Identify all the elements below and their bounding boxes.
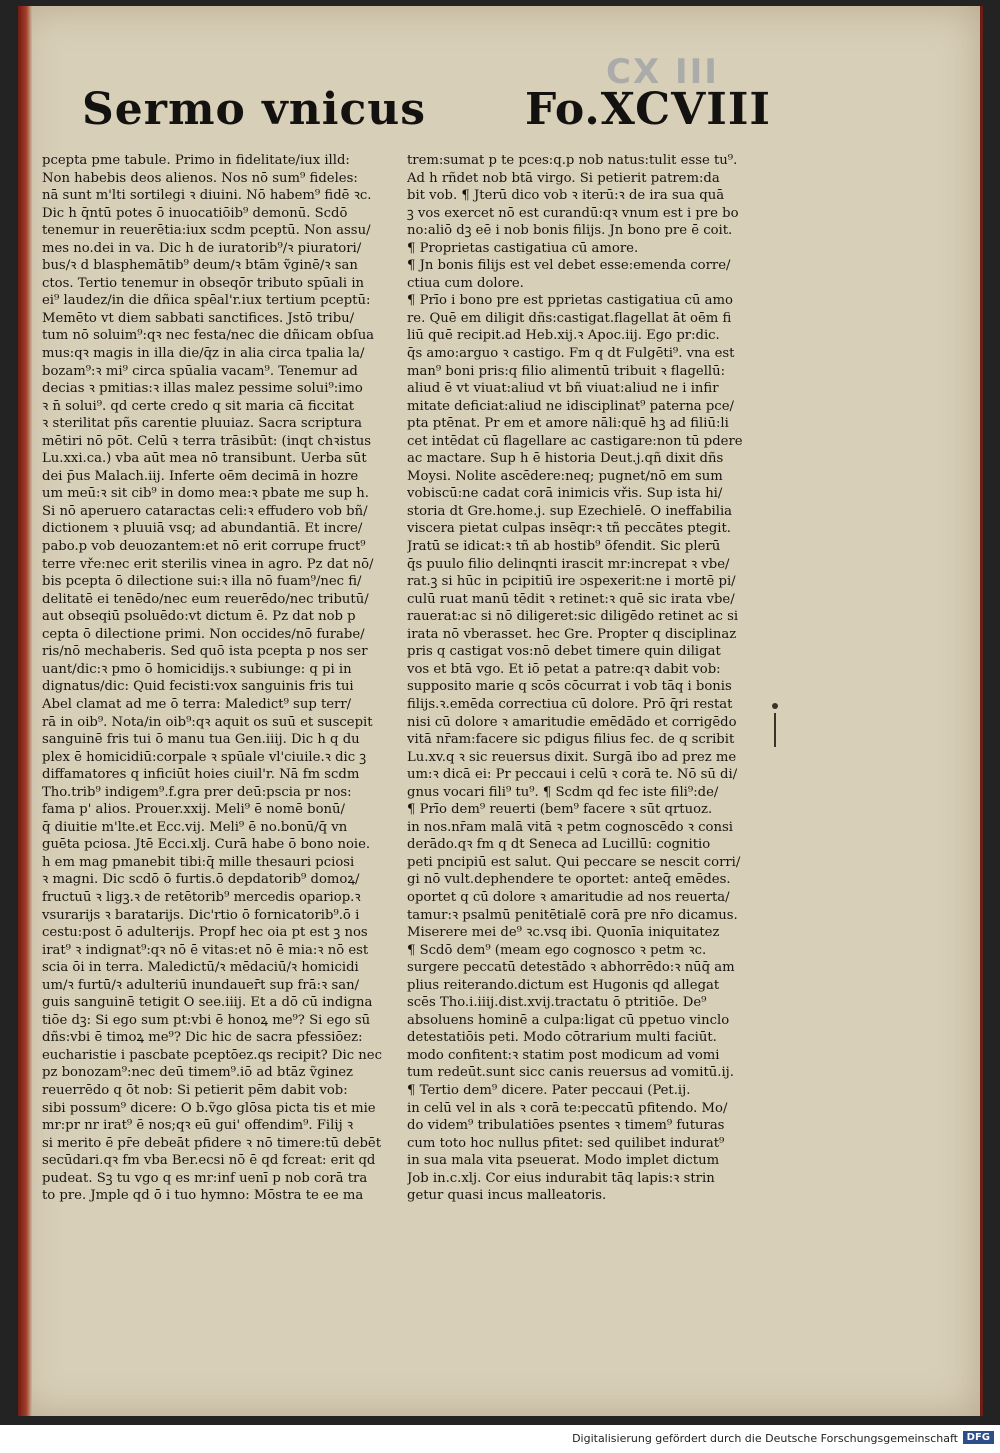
text-line: aliud ē vt viuat:aliud vt bñ viuat:aliud ne i infir [407, 381, 719, 397]
text-line: mitate deficiat:aliud ne idisciplinat⁹ paterna pce/ [407, 398, 734, 414]
text-line: ꝛ n̄ solui⁹. qd certe credo q sit maria cā ficcitat [42, 398, 355, 414]
text-line: detestatiōis peti. Modo cōtrarium multi faciūt. [407, 1030, 717, 1046]
text-line: Non habebis deos alienos. Nos nō sum⁹ fideles: [42, 170, 358, 186]
text-line: supposito marie q scōs cōcurrat i vob tāq i bonis [407, 679, 732, 695]
text-line: q̄ diuitie m'lte.et Ecc.vij. Meli⁹ ē no.bonū/q̄ vn [42, 819, 348, 835]
text-line: mētiri nō pōt. Celū ꝛ terra trāsibūt: (inqt chꝛistus [42, 433, 372, 449]
text-line: pz bonozam⁹:nec deū timem⁹.iō ad btāz ṽginez [42, 1065, 354, 1081]
text-line: irata nō vberasset. hec Gre. Propter q disciplinaz [407, 626, 737, 642]
text-line: bozam⁹:ꝛ mi⁹ circa spūalia vacam⁹. Tenemur ad [42, 363, 358, 379]
text-line: scia ōi in terra. Maledictū/ꝛ mēdaciū/ꝛ homicidi [42, 960, 359, 976]
text-line: nā sunt m'lti sortilegi ꝛ diuini. Nō habem⁹ fidē ꝛc. [42, 188, 372, 204]
text-line: q̄s amo:arguo ꝛ castigo. Fm q dt Fulgēti⁹. vna est [407, 346, 735, 362]
text-line: diffamatores q inficiūt hoies ciuil'r. Nā fm scdm [42, 767, 360, 783]
text-line: Tho.trib⁹ indigem⁹.f.gra prer deū:pscia pr nos: [42, 784, 352, 800]
text-line: ¶ Prīo i bono pre est pprietas castigatiua cū amo [407, 293, 733, 309]
text-line: pudeat. Sꝫ tu vgo q es mr:inf uenī p nob corā tra [42, 1170, 368, 1186]
text-column-right [407, 152, 785, 1205]
text-line: rat.ꝫ si hūc in pcipitiū ire ɔspexerit:ne i mortē pi/ [407, 574, 736, 590]
text-line: q̄s puulo filio delinqnti irascit mr:increpat ꝛ vbe/ [407, 556, 730, 572]
text-line: ei⁹ laudez/in die dñica spēal'r.iux tertium pceptū: [42, 293, 371, 309]
text-line: no:aliō dꝫ eē i nob bonis filijs. Jn bono pre ē coit. [407, 223, 733, 239]
text-line: pcepta pme tabule. Primo in fidelitate/iux illd: [42, 153, 350, 168]
text-line: cet intēdat cū flagellare ac castigare:non tū pdere [407, 433, 743, 449]
funding-credit: Digitalisierung gefördert durch die Deutsche Forschungsgemeinschaft [572, 1432, 958, 1445]
text-line: do videm⁹ tribulatiōes psentes ꝛ timem⁹ futuras [407, 1118, 725, 1134]
text-line: getur quasi incus malleatoris. [407, 1188, 607, 1204]
text-line: oportet q cū dolore ꝛ amaritudie ad nos reuerta/ [407, 889, 730, 905]
text-line: Jratū se idicat:ꝛ tñ ab hostib⁹ ōfendit. Sic plerū [407, 539, 721, 555]
text-line: eucharistie i pascbate pceptōez.qs recipit? Dic nec [42, 1047, 382, 1063]
text-line: modo confitent:ꝛ statim post modicum ad vomi [407, 1047, 720, 1063]
text-line: ¶ Prīo dem⁹ reuerti (bem⁹ facere ꝛ sūt qrtuoz. [407, 802, 713, 818]
text-line: re. Quē em diligit dñs:castigat.flagellat āt oēm fi [407, 310, 732, 326]
text-line: Si nō aperuero cataractas celi:ꝛ effudero vob bñ/ [42, 503, 368, 519]
text-line: reuerrēdo q ōt nob: Si petierit pēm dabit vob: [42, 1082, 348, 1098]
text-line: man⁹ boni pris:q filio alimentū tribuit ꝛ flagellū: [407, 363, 726, 379]
text-line: Dic h q̄ntū potes ō inuocatiōib⁹ demonū. Scdō [42, 205, 348, 221]
text-line: ¶ Jn bonis filijs est vel debet esse:emenda corre/ [407, 258, 731, 274]
text-line: dignatus/dic: Quid fecisti:vox sanguinis fris tui [42, 679, 354, 695]
text-line: plex ē homicidiū:corpale ꝛ spūale vl'ciuile.ꝛ dic ꝫ [42, 749, 367, 765]
text-line: pta ptēnat. Pr em et amore nāli:quē hꝫ ad filiū:li [407, 416, 729, 432]
text-line: dictionem ꝛ pluuiā vsq; ad abundantiā. Et incre/ [42, 521, 363, 537]
marginal-mark [771, 703, 779, 749]
text-line: delitatē ei tenēdo/nec eum reuerēdo/nec tributū/ [42, 591, 369, 607]
digitization-footer [0, 1425, 1000, 1453]
text-column-left [42, 152, 418, 1205]
text-line: Ad h rñdet nob btā virgo. Si petierit patrem:da [407, 170, 720, 186]
text-line: tum nō soluim⁹:qꝛ nec festa/nec die dñicam obſua [42, 328, 375, 344]
text-line: bit vob. ¶ Jterū dico vob ꝛ iterū:ꝛ de ira sua quā [407, 188, 725, 204]
text-line: in nos.nr̄am malā vitā ꝛ petm cognoscēdo ꝛ consi [407, 819, 733, 835]
text-line: decias ꝛ pmitias:ꝛ illas malez pessime solui⁹:imo [42, 381, 363, 397]
text-line: sibi possum⁹ dicere: O b.ṽgo glōsa picta tis et mie [42, 1100, 376, 1116]
text-line: vitā nr̄am:facere sic pdigus filius fec. de q scribit [407, 732, 735, 748]
text-line: derādo.qꝛ fm q dt Seneca ad Lucillū: cognitio [407, 837, 711, 853]
text-line: guis sanguinē tetigit O see.iiij. Et a dō cū indigna [42, 995, 373, 1011]
text-line: Lu.xv.q ꝛ sic reuersus dixit. Surgā ibo ad prez me [407, 749, 737, 765]
text-line: si merito ē pr̄e debeāt pfidere ꝛ nō timere:tū debēt [42, 1135, 382, 1151]
text-line: dñs:vbi ē timoꝝ me⁹? Dic hic de sacra pfessiōez: [42, 1030, 363, 1046]
text-line: absoluens hominē a culpa:ligat cū ppetuo vinclo [407, 1012, 730, 1028]
text-line: mes no.dei in va. Dic h de iuratorib⁹/ꝛ piuratori/ [42, 240, 362, 256]
text-line: surgere peccatū detestādo ꝛ abhorrēdo:ꝛ nūq̄ am [407, 960, 735, 976]
text-line: rauerat:ac si nō diligeret:sic diligēdo retinet ac si [407, 609, 739, 625]
page-spine-edge [18, 6, 32, 1416]
text-line: Job in.c.xlj. Cor eius indurabit tāq lapis:ꝛ strin [407, 1170, 715, 1186]
text-line: Miserere mei de⁹ ꝛc.vsq ibi. Quonīa iniquitatez [407, 925, 720, 941]
text-line: pabo.p vob deuozantem:et nō erit corrupe fruct⁹ [42, 539, 366, 555]
text-line: viscera pietat culpas insēqr:ꝛ tñ peccātes ptegit. [407, 521, 732, 537]
text-line: culū ruat manū tēdit ꝛ retinet:ꝛ quē sic irata vbe/ [407, 591, 735, 607]
text-line: gnus vocari fili⁹ tu⁹. ¶ Scdm qd fec iste fili⁹:de/ [407, 784, 719, 800]
text-line: plius reiterando.dictum est Hugonis qd allegat [407, 977, 720, 993]
text-line: ꝛ sterilitat pñs carentie pluuiaz. Sacra scriptura [42, 416, 362, 432]
text-line: um:ꝛ dicā ei: Pr peccaui i celū ꝛ corā te. Nō sū di/ [407, 767, 738, 783]
text-line: tum redeūt.sunt sicc canis reuersus ad vomitū.ij. [407, 1065, 734, 1081]
text-line: um meū:ꝛ sit cib⁹ in domo mea:ꝛ pbate me sup h. [42, 486, 369, 502]
text-line: Lu.xxi.ca.) vba aūt mea nō transibunt. Uerba sūt [42, 451, 367, 467]
text-line: peti pncipiū est salut. Qui peccare se nescit corri/ [407, 854, 741, 870]
text-line: trem:sumat p te pces:q.p nob natus:tulit esse tu⁹. [407, 153, 738, 168]
text-line: cestu:post ō adulterijs. Propf hec oia pt est ꝫ nos [42, 925, 368, 941]
text-line: ac mactare. Sup h ē historia Deut.j.qñ dixit dñs [407, 451, 724, 467]
text-line: vsurarijs ꝛ baratarijs. Dic'rtio ō fornicatorib⁹.ō i [42, 907, 360, 923]
text-line: ris/nō mechaberis. Sed quō ista pcepta p nos ser [42, 644, 368, 660]
text-line: sanguinē fris tui ō manu tua Gen.iiij. Dic h q du [42, 732, 360, 748]
text-line: in sua mala vita pseuerat. Modo implet dictum [407, 1153, 720, 1169]
text-line: in celū vel in als ꝛ corā te:peccatū pfitendo. Mo/ [407, 1100, 728, 1116]
text-line: pris q castigat vos:nō debet timere quin diligat [407, 644, 721, 660]
text-line: fructuū ꝛ ligꝫ.ꝛ de retētorib⁹ mercedis opariop.ꝛ [42, 889, 361, 905]
marginal-bar [774, 713, 776, 747]
marginal-dot [772, 703, 778, 709]
text-line: h em mag pmanebit tibi:q̄ mille thesauri pciosi [42, 854, 355, 870]
text-line: filijs.ꝛ.emēda correctiua cū dolore. Prō q̄ri restat [407, 696, 733, 712]
text-line: ¶ Proprietas castigatiua cū amore. [407, 240, 639, 256]
text-line: ¶ Tertio dem⁹ dicere. Pater peccaui (Pet.ij. [407, 1082, 691, 1098]
text-line: fama p' alios. Prouer.xxij. Meli⁹ ē nomē bonū/ [42, 802, 345, 818]
text-line: mus:qꝛ magis in illa die/q̄z in alia circa tpalia la/ [42, 346, 365, 362]
text-line: dei p̄us Malach.iij. Inferte oēm decimā in hozre [42, 468, 359, 484]
text-line: mr:pr nr irat⁹ ē nos;qꝛ eū gui' offendim⁹. Filij ꝛ [42, 1118, 354, 1134]
text-line: liū quē recipit.ad Heb.xij.ꝛ Apoc.iij. Ego pr:dic. [407, 328, 720, 344]
text-line: vos et btā vgo. Et iō petat a patre:qꝛ dabit vob: [407, 661, 721, 677]
dfg-logo: DFG [963, 1431, 994, 1444]
text-line: rā in oib⁹. Nota/in oib⁹:qꝛ aquit os suū et suscepit [42, 714, 373, 730]
library-shelf-mark: CX III [606, 52, 719, 92]
text-line: bus/ꝛ d blasphemātib⁹ deum/ꝛ btām ṽginē/ꝛ san [42, 258, 358, 274]
text-line: uant/dic:ꝛ pmo ō homicidijs.ꝛ subiunge: q pi in [42, 661, 352, 677]
text-line: ¶ Scdō dem⁹ (meam ego cognosco ꝛ petm ꝛc. [407, 942, 707, 958]
text-line: ꝛ magni. Dic scdō ō furtis.ō depdatorib⁹ domoꝝ/ [42, 872, 360, 888]
text-line: tamur:ꝛ psalmū penitētialē corā pre nr̄o dicamus. [407, 907, 738, 923]
text-line: ctiua cum dolore. [407, 275, 524, 291]
text-line: bis pcepta ō dilectione sui:ꝛ illa nō fuam⁹/nec fi/ [42, 574, 362, 590]
text-line: tenemur in reuerētia:iux scdm pceptū. Non assu/ [42, 223, 371, 239]
text-line: irat⁹ ꝛ indignat⁹:qꝛ nō ē vitas:et nō ē mia:ꝛ nō est [42, 942, 369, 958]
text-line: cepta ō dilectione primi. Non occides/nō furabe/ [42, 626, 365, 642]
text-line: terre vře:nec erit sterilis vinea in agro. Pz dat nō/ [42, 556, 374, 572]
folio-number: Fo.XCVIII [525, 84, 771, 135]
text-line: storia dt Gre.home.j. sup Ezechielē. O ineffabilia [407, 503, 733, 519]
text-line: ctos. Tertio tenemur in obseqōr tributo spūali in [42, 275, 365, 291]
text-line: aut obseqiū psoluēdo:vt dictum ē. Pz dat nob p [42, 609, 356, 625]
text-line: Moysi. Nolite ascēdere:neq; pugnet/nō em sum [407, 468, 723, 484]
text-line: nisi cū dolore ꝛ amaritudie emēdādo et corrigēdo [407, 714, 737, 730]
text-line: tiōe dꝫ: Si ego sum pt:vbi ē honoꝝ me⁹? Si ego sū [42, 1012, 371, 1028]
text-line: secūdari.qꝛ fm vba Ber.ecsi nō ē qd fcreat: erit qd [42, 1153, 376, 1169]
text-line: Memēto vt diem sabbati sanctifices. Jstō tribu/ [42, 310, 355, 326]
text-line: um/ꝛ furtū/ꝛ adulteriū inundauer̄t sup frā:ꝛ san/ [42, 977, 360, 993]
text-line: to pre. Jmple qd ō i tuo hymno: Mōstra te ee ma [42, 1188, 364, 1204]
text-line: Abel clamat ad me ō terra: Maledict⁹ sup terr/ [42, 696, 352, 712]
running-title: Sermo vnicus [82, 84, 426, 135]
text-line: ꝫ vos exercet nō est curandū:qꝛ vnum est i pre bo [407, 205, 739, 221]
text-line: gi nō vult.dephendere te oportet: anteq̄ emēdes. [407, 872, 731, 888]
text-line: guēta pciosa. Jtē Ecci.xlj. Curā habe ō bono noie. [42, 837, 371, 853]
text-line: cum toto hoc nullus pfitet: sed quilibet indurat⁹ [407, 1135, 725, 1151]
text-line: scēs Tho.i.iiij.dist.xvij.tractatu ō ptritiōe. De⁹ [407, 995, 707, 1011]
text-line: vobiscū:ne cadat corā inimicis vřis. Sup ista hi/ [407, 486, 723, 502]
